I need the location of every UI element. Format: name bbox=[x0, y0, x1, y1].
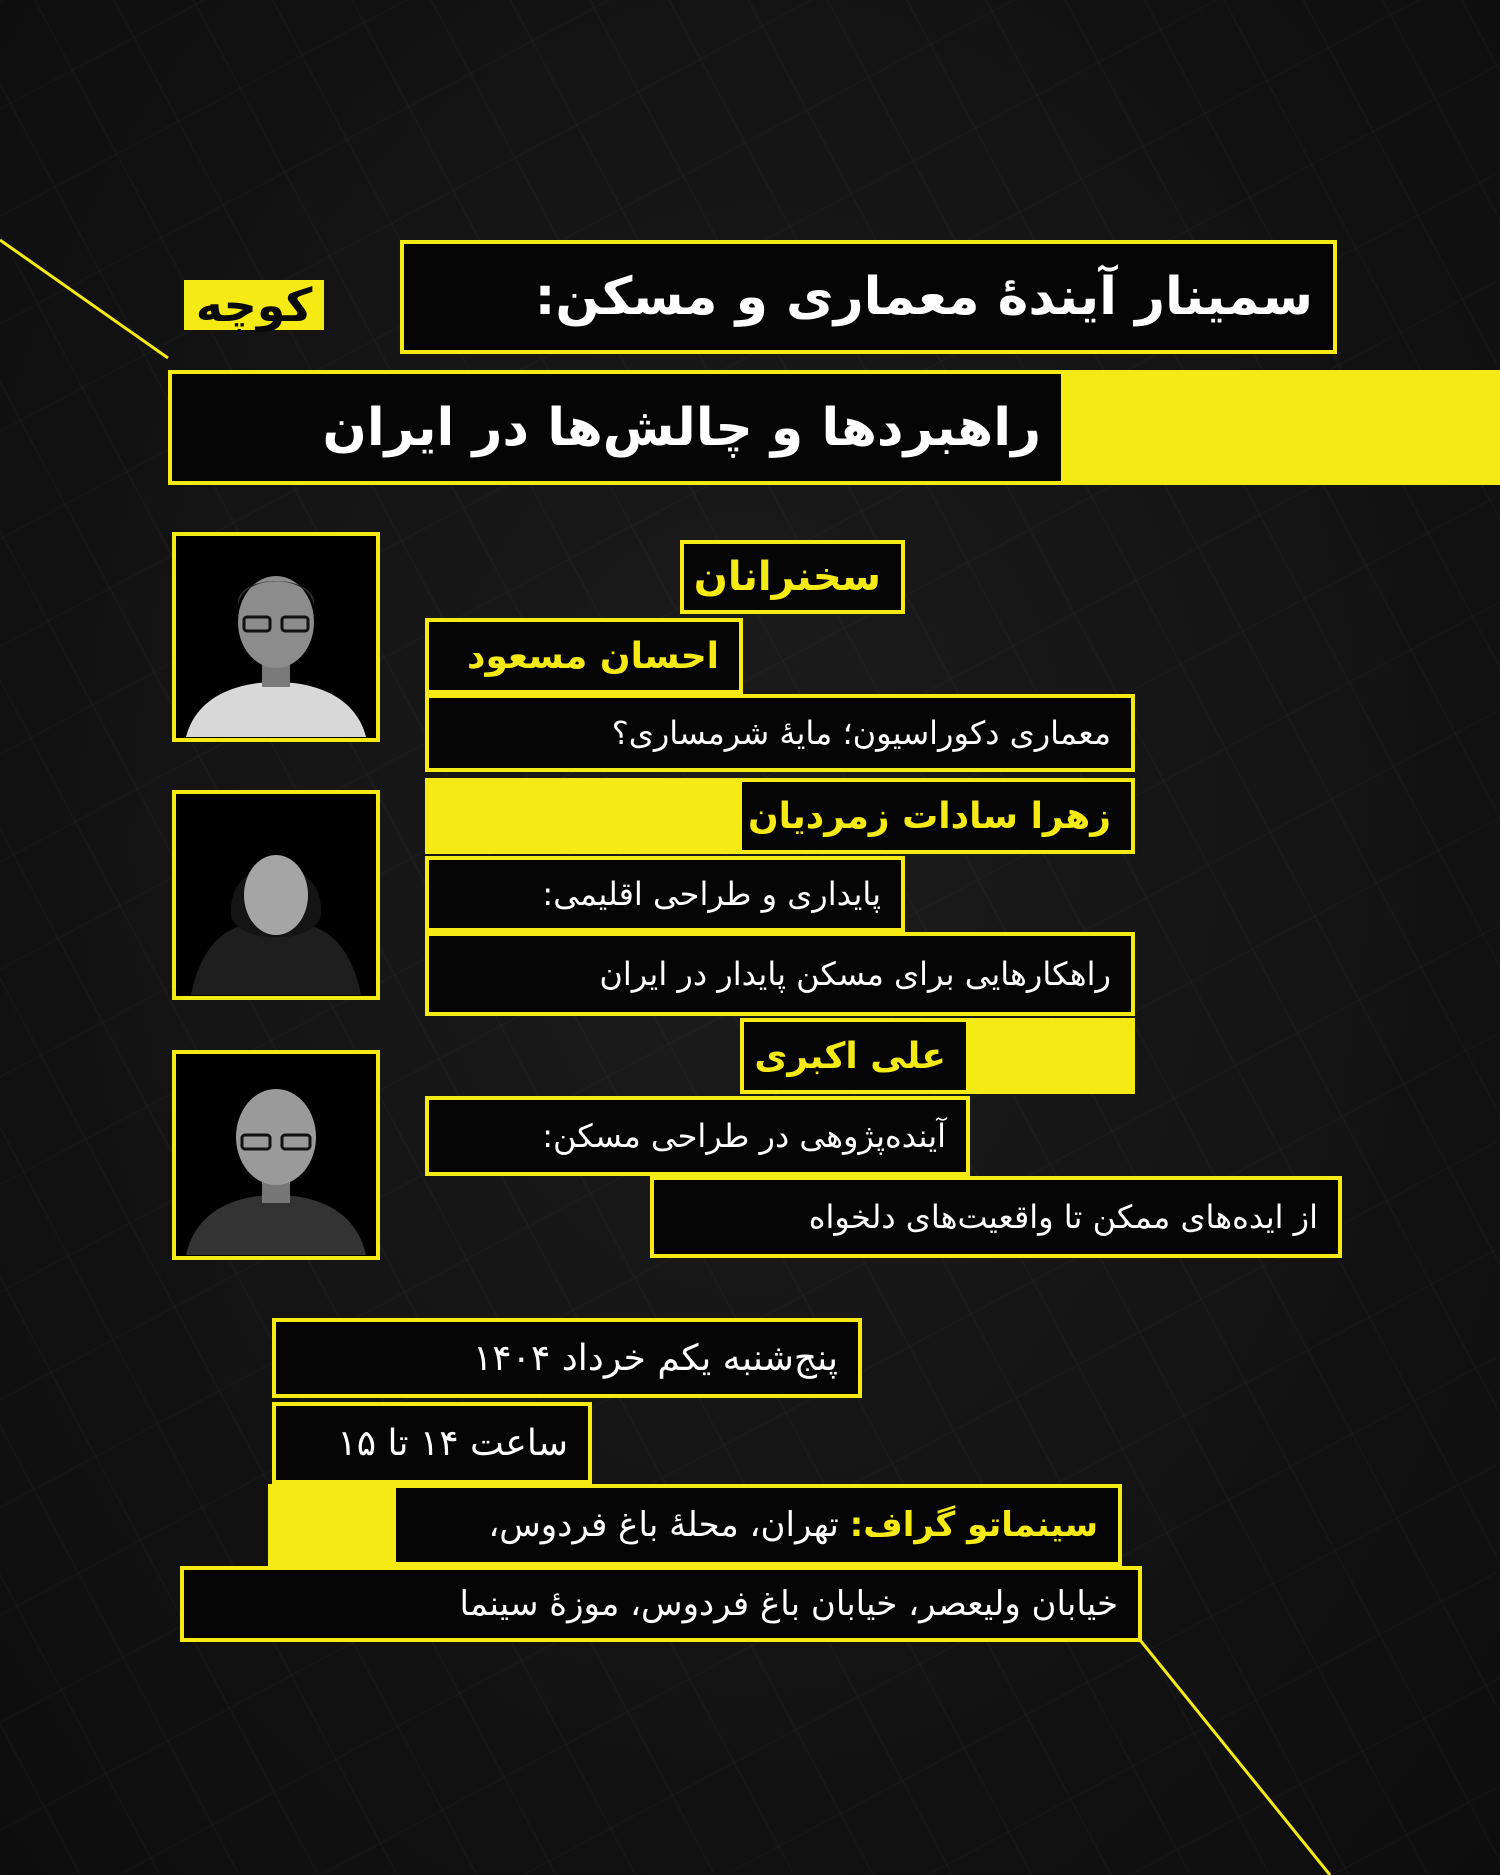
event-date-box bbox=[272, 1318, 862, 1398]
title-line1: سمینار آیندهٔ معماری و مسکن: bbox=[534, 267, 1313, 327]
diagonal-accent-line-top bbox=[0, 240, 168, 358]
speaker-3-portrait-icon bbox=[176, 1054, 376, 1256]
speaker-1-name: احسان مسعود bbox=[467, 635, 719, 677]
venue-yellow-block bbox=[268, 1484, 396, 1566]
speaker-2-talk-line2: راهکارهایی برای مسکن پایدار در ایران bbox=[599, 955, 1111, 993]
speakers-heading: سخنرانان bbox=[693, 554, 881, 600]
venue-address-line2: خیابان ولیعصر، خیابان باغ فردوس، موزهٔ سینما bbox=[459, 1584, 1118, 1624]
venue-name: سینماتو گراف: bbox=[849, 1505, 1098, 1545]
speaker-3-talk-line2: از ایده‌های ممکن تا واقعیت‌های دلخواه bbox=[808, 1198, 1318, 1236]
title-line1-box bbox=[400, 240, 1337, 354]
speaker-1-talk-box bbox=[425, 694, 1135, 772]
koocheh-logo bbox=[184, 280, 324, 330]
speaker-photo-1 bbox=[172, 532, 380, 742]
speaker-2-talk-line1-box bbox=[425, 856, 905, 932]
event-time: ساعت ۱۴ تا ۱۵ bbox=[337, 1422, 568, 1464]
venue-box bbox=[392, 1484, 1122, 1566]
speaker-2-talk-line2-box bbox=[425, 932, 1135, 1016]
title-line2-yellow-block bbox=[1060, 370, 1500, 485]
speaker-photo-2 bbox=[172, 790, 380, 1000]
speaker-1-talk: معماری دکوراسیون؛ مایهٔ شرمساری؟ bbox=[611, 714, 1111, 752]
event-time-box bbox=[272, 1402, 592, 1484]
diagonal-accent-line-bottom bbox=[1140, 1640, 1330, 1875]
speaker-1-name-box bbox=[425, 618, 743, 694]
venue-line1 bbox=[488, 1505, 1098, 1545]
speaker-2-portrait-icon bbox=[176, 794, 376, 996]
speaker-2-yellow-block bbox=[425, 778, 745, 854]
logo-text: کوچه bbox=[195, 278, 313, 332]
speaker-2-talk-line1: پایداری و طراحی اقلیمی: bbox=[542, 875, 881, 913]
speaker-3-talk-line2-box bbox=[650, 1176, 1342, 1258]
speaker-3-name-box bbox=[740, 1018, 970, 1094]
speaker-3-talk-line1: آینده‌پژوهی در طراحی مسکن: bbox=[542, 1117, 946, 1155]
event-date: پنج‌شنبه یکم خرداد ۱۴۰۴ bbox=[472, 1337, 838, 1379]
speaker-3-name: علی اکبری bbox=[754, 1035, 946, 1077]
venue-address-line1: تهران، محلهٔ باغ فردوس، bbox=[488, 1505, 839, 1545]
speaker-2-name: زهرا سادات زمردیان bbox=[747, 795, 1111, 837]
speaker-1-portrait-icon bbox=[176, 536, 376, 738]
speaker-3-talk-line1-box bbox=[425, 1096, 970, 1176]
speaker-photo-3 bbox=[172, 1050, 380, 1260]
title-line2: راهبردها و چالش‌ها در ایران bbox=[322, 397, 1041, 458]
speaker-2-name-box bbox=[738, 778, 1135, 854]
speakers-heading-box bbox=[680, 540, 905, 614]
speaker-3-yellow-block bbox=[960, 1018, 1135, 1094]
venue-address-line2-box bbox=[180, 1566, 1142, 1642]
title-line2-box bbox=[168, 370, 1065, 485]
